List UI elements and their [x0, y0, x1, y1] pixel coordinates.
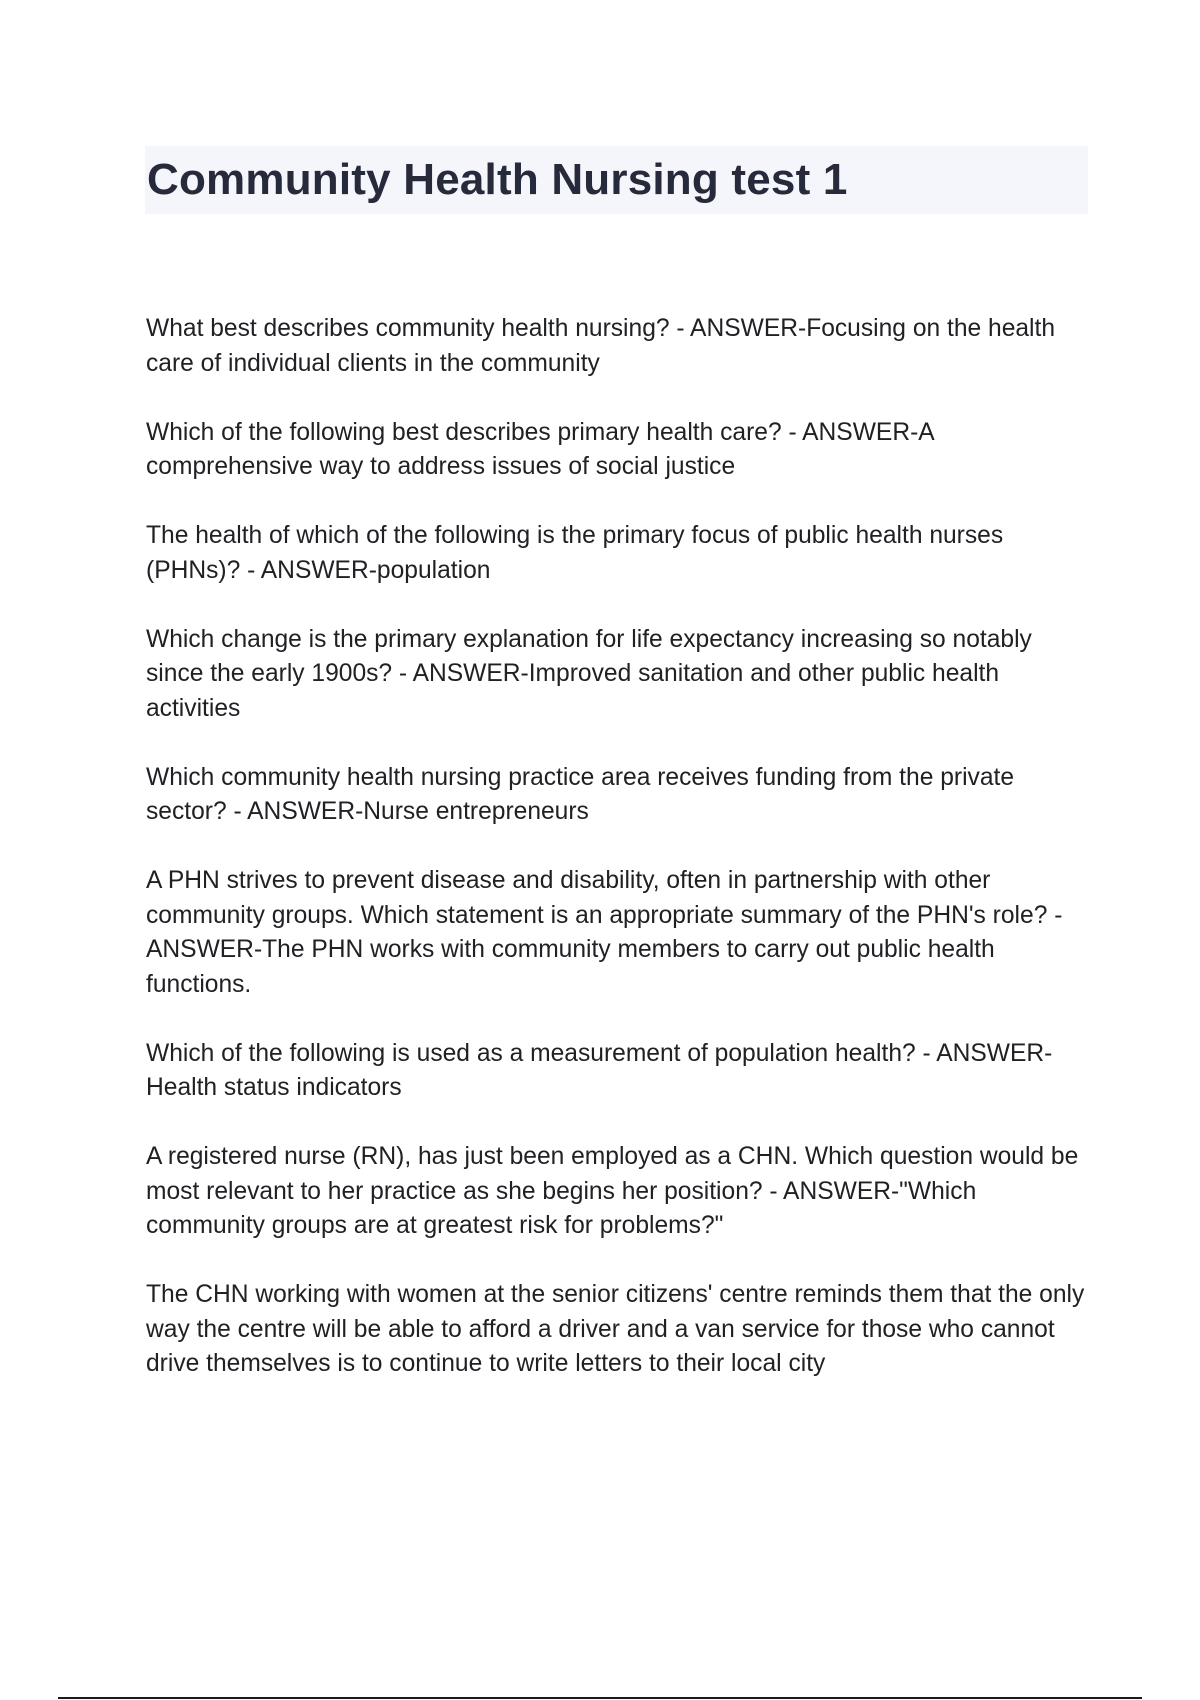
qa-item-2: Which of the following best describes primary health care? - ANSWER-A comprehensive way to address issues of social justice	[146, 418, 934, 480]
footer-divider	[58, 1697, 1142, 1699]
question-answer-list	[146, 312, 1086, 1382]
qa-item-8: A registered nurse (RN), has just been employed as a CHN. Which question would be most relevant to her practice as she begins her position? - ANSWER-"Which community groups are at greatest risk for problems?"	[146, 1143, 1079, 1239]
qa-item-6: A PHN strives to prevent disease and disability, often in partnership with other community groups. Which statement is an appropriate summary of the PHN's role? - ANSWER-The PHN works with community members to carry out public health functions.	[146, 867, 1063, 998]
qa-item-5: Which community health nursing practice area receives funding from the private sector? - ANSWER-Nurse entrepreneurs	[146, 763, 1015, 825]
qa-item-4: Which change is the primary explanation for life expectancy increasing so notably since the early 1900s? - ANSWER-Improved sanitation and other public health activities	[146, 625, 1032, 722]
qa-item-3: The health of which of the following is the primary focus of public health nurses (PHNs)? - ANSWER-population	[146, 522, 1004, 584]
qa-item-7: Which of the following is used as a measurement of population health? - ANSWER-Health status indicators	[146, 1039, 1053, 1101]
page-title: Community Health Nursing test 1	[147, 155, 848, 204]
qa-item-9: The CHN working with women at the senior citizens' centre reminds them that the only way the centre will be able to afford a driver and a van service for those who cannot drive themselves is to continue to write letters to their local city	[146, 1281, 1085, 1377]
qa-item-1: What best describes community health nursing? - ANSWER-Focusing on the health care of individual clients in the community	[146, 315, 1056, 377]
title-banner	[145, 146, 1088, 214]
